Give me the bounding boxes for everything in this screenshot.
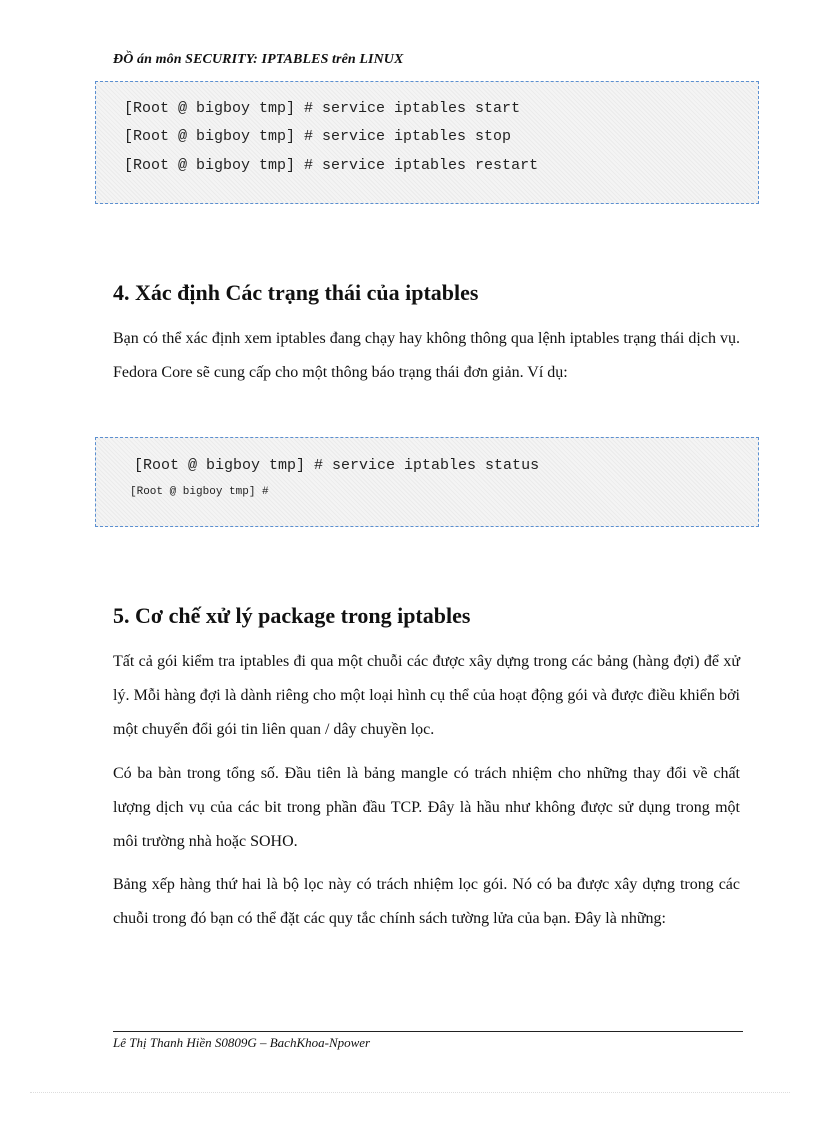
paragraph: Có ba bàn trong tổng số. Đầu tiên là bảng mangle có trách nhiệm cho những thay đổi về chất lượng dịch vụ của các bit trong phần đầu TCP. Đây là hầu như không được sử dụng trong một môi trường nhà hoặc SOHO. — [113, 765, 740, 850]
paragraph: Bảng xếp hàng thứ hai là bộ lọc này có trách nhiệm lọc gói. Nó có ba được xây dựng trong các chuỗi trong đó bạn có thể đặt các quy tắc chính sách tường lửa của bạn. Đây là những: — [113, 876, 740, 927]
code-line: [Root @ bigboy tmp] # — [130, 486, 269, 498]
code-line: [Root @ bigboy tmp] # service iptables restart — [124, 157, 539, 174]
section-heading-5: 5. Cơ chế xử lý package trong iptables — [113, 603, 471, 628]
code-block-service-commands — [95, 81, 759, 204]
section-heading-4: 4. Xác định Các trạng thái của iptables — [113, 280, 479, 305]
page-edge-divider — [30, 1092, 790, 1093]
code-block-status-command — [95, 437, 759, 527]
page-header: ĐỒ án môn SECURITY: IPTABLES trên LINUX — [113, 52, 404, 67]
code-line: [Root @ bigboy tmp] # service iptables status — [134, 457, 540, 474]
code-line: [Root @ bigboy tmp] # service iptables start — [124, 100, 521, 117]
footer-divider — [113, 1031, 743, 1032]
code-line: [Root @ bigboy tmp] # service iptables stop — [124, 128, 512, 145]
paragraph: Tất cả gói kiểm tra iptables đi qua một chuỗi các được xây dựng trong các bảng (hàng đợi) để xử lý. Mỗi hàng đợi là dành riêng cho một loại hình cụ thể của hoạt động gói và được điều khiển bởi một chuyển đổi gói tin liên quan / dây chuyền lọc. — [113, 653, 740, 738]
paragraph: Bạn có thể xác định xem iptables đang chạy hay không thông qua lệnh iptables trạng thái dịch vụ. Fedora Core sẽ cung cấp cho một thông báo trạng thái đơn giản. Ví dụ: — [113, 330, 740, 381]
page-footer: Lê Thị Thanh Hiền S0809G – BachKhoa-Npower — [113, 1035, 371, 1050]
